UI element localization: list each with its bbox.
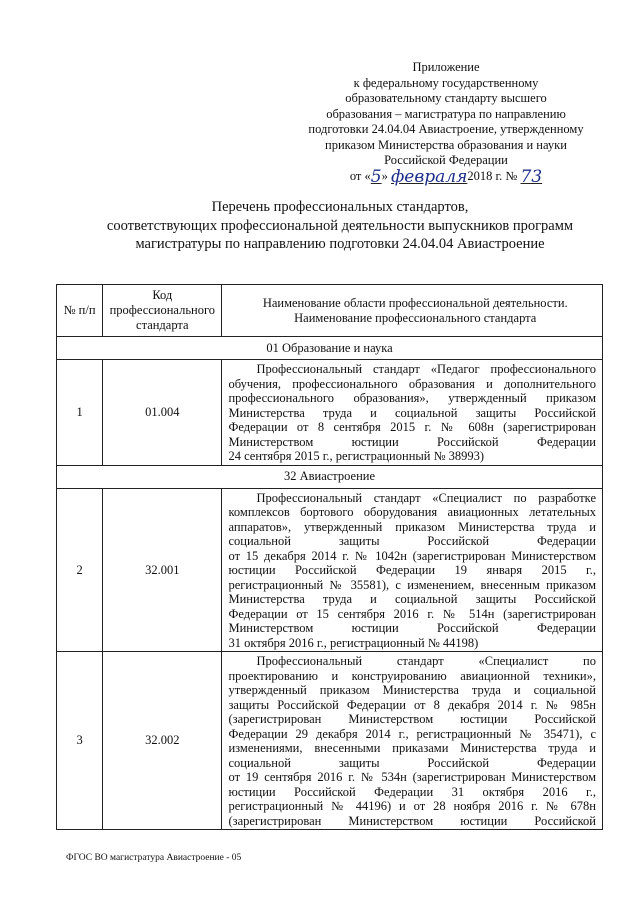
table-row	[57, 652, 603, 830]
order-day-handwritten: 5	[370, 166, 382, 187]
page-footer: ФГОС ВО магистратура Авиастроение - 05	[66, 853, 242, 863]
order-prefix: от «	[349, 168, 371, 183]
description-line: Министерства труда и социальной защиты Российской	[228, 405, 596, 420]
description-line: регистрационный № 35581), с изменением, внесенным приказом	[228, 577, 596, 592]
standards-table	[56, 284, 603, 830]
order-date-line	[290, 166, 602, 187]
description-line: Министерством юстиции Российской Федерации	[228, 621, 596, 635]
row-description	[222, 652, 603, 830]
row-code: 32.002	[103, 652, 222, 830]
table-row	[57, 360, 603, 466]
title-line: соответствующих профессиональной деятельности выпускников программ	[106, 217, 574, 234]
appendix-line: Российской Федерации	[384, 153, 508, 167]
description-line: социальной защиты Российской Федерации	[228, 755, 596, 770]
section-title: 32 Авиастроение	[57, 465, 603, 488]
order-year: 2018 г. №	[467, 168, 518, 183]
description-line: от 15 декабря 2014 г. № 1042н (зарегистрирован Министерством	[228, 548, 596, 563]
appendix-line: подготовки 24.04.04 Авиастроение, утвержденному	[308, 122, 584, 136]
header-name-line: Наименование области профессиональной деятельности.	[262, 296, 568, 310]
appendix-line: образовательному стандарту высшего	[345, 91, 547, 105]
description-line: Профессиональный стандарт «Специалист по разработке	[256, 490, 596, 505]
description-line: юстиции Российской Федерации 31 октября 2016 г.,	[228, 784, 596, 799]
description-line: Федерации 29 декабря 2014 г., регистрационный № 35471), с	[228, 726, 596, 741]
appendix-line: к федеральному государственному	[353, 75, 539, 90]
appendix-block	[290, 60, 602, 185]
description-line: аппаратов», утвержденный приказом Министерства труда и	[228, 519, 596, 534]
description-line: Федерации от 15 сентября 2016 г. № 514н (зарегистрирован	[228, 606, 596, 621]
description-line: обучения, профессионального образования и дополнительного	[228, 376, 596, 391]
description-line: изменениями, внесенными приказами Министерства труда и	[228, 741, 596, 755]
section-row	[57, 337, 603, 360]
description-line: Министерства труда и социальной защиты Российской	[228, 592, 596, 606]
description-line: проектированию и конструированию авиационной техники»,	[228, 668, 596, 683]
order-number-handwritten: 73	[520, 166, 543, 187]
description-line: профессионального образования», утвержденный приказом	[228, 391, 596, 405]
row-code: 01.004	[103, 360, 222, 466]
description-line: 24 сентября 2015 г., регистрационный № 38993)	[228, 449, 485, 463]
header-code-line: профессионального	[109, 303, 216, 317]
header-name	[222, 285, 603, 337]
header-name-line: Наименование профессионального стандарта	[294, 310, 537, 325]
description-line: регистрационный № 44196) и от 28 ноября 2016 г. № 678н	[228, 799, 596, 813]
row-num: 1	[57, 360, 103, 466]
appendix-line: приказом Министерства образования и науки	[325, 137, 567, 152]
appendix-line: образования – магистратура по направлению	[326, 106, 566, 121]
order-mid: »	[381, 168, 388, 183]
header-code-line: стандарта	[136, 318, 189, 332]
row-description	[222, 360, 603, 466]
description-line: утвержденный приказом Министерства труда и социальной	[228, 683, 596, 697]
title-line: магистратуры по направлению подготовки 24.04.04 Авиастроение	[135, 236, 545, 252]
header-code	[103, 285, 222, 337]
description-line: (зарегистрирован Министерством юстиции Российской	[228, 813, 596, 828]
table-row	[57, 488, 603, 652]
description-line: Профессиональный стандарт «Специалист по	[256, 654, 596, 668]
description-line: (зарегистрирован Министерством юстиции Российской	[228, 712, 596, 726]
description-line: от 19 сентября 2016 г. № 534н (зарегистрирован Министерством	[228, 770, 596, 784]
description-line: Министерством юстиции Российской Федерации	[228, 434, 596, 449]
section-title: 01 Образование и наука	[57, 337, 603, 360]
description-line: 31 октября 2016 г., регистрационный № 44198)	[228, 635, 479, 650]
description-line: социальной защиты Российской Федерации	[228, 534, 596, 548]
description-line: Профессиональный стандарт «Педагог профессионального	[256, 362, 596, 376]
row-num: 3	[57, 652, 103, 830]
table-header-row	[57, 285, 603, 337]
description-line: защиты Российской Федерации от 8 декабря 2014 г. № 985н	[228, 697, 596, 712]
row-code: 32.001	[103, 488, 222, 652]
row-num: 2	[57, 488, 103, 652]
description-line: юстиции Российской Федерации 19 января 2015 г.,	[228, 563, 596, 577]
appendix-line: Приложение	[412, 60, 480, 74]
section-row	[57, 465, 603, 488]
header-num: № п/п	[57, 285, 103, 337]
row-description	[222, 488, 603, 652]
header-code-line: Код	[152, 288, 173, 302]
title-line: Перечень профессиональных стандартов,	[211, 199, 469, 215]
description-line: комплексов бортового оборудования авиационных летательных	[228, 505, 596, 519]
order-month-handwritten: февраля	[390, 166, 468, 187]
description-line: Федерации от 8 сентября 2015 г. № 608н (зарегистрирован	[228, 420, 596, 434]
page-title	[60, 198, 620, 254]
